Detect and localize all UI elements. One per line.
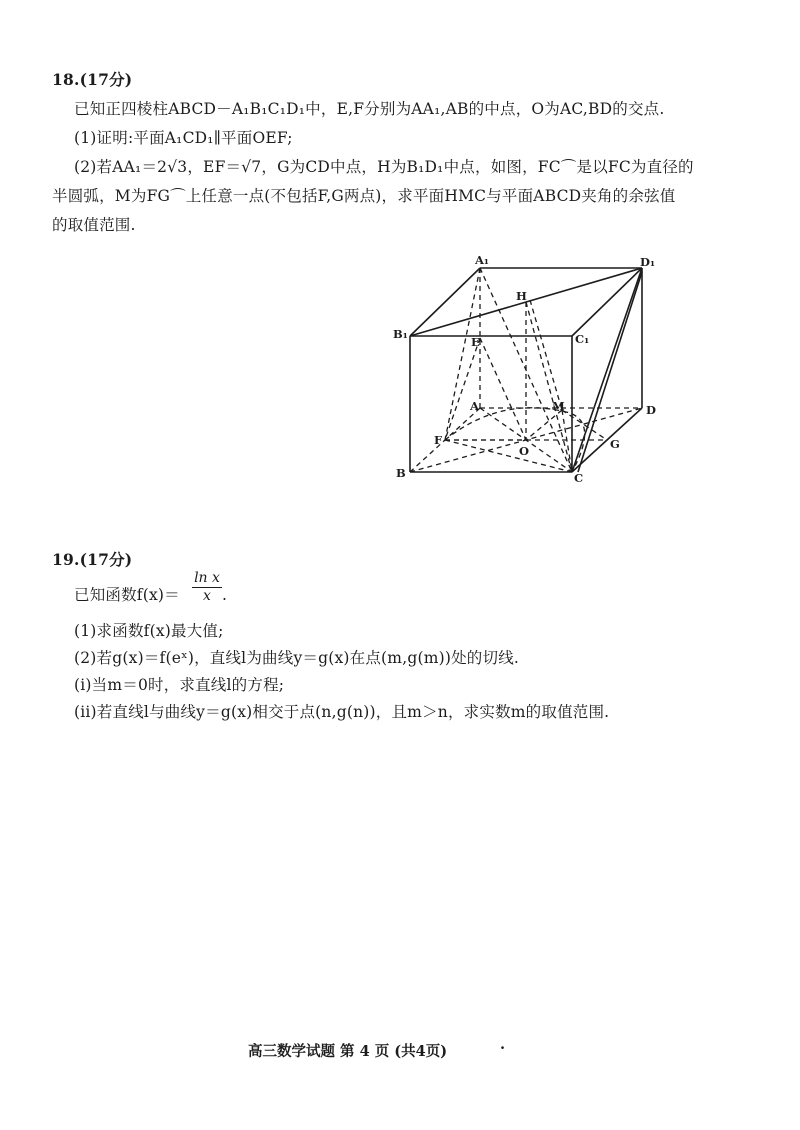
line-m-c [562,410,572,472]
line-a1-f [445,268,480,440]
label-a: A [470,399,479,413]
q19-part2-ii: (ii)若直线l与曲线y＝g(x)相交于点(n,g(n))，且m＞n，求实数m的取值范围. [74,703,610,721]
q19-part1: (1)求函数f(x)最大值; [74,622,224,640]
q19-header: 19.(17分) [52,550,133,569]
line-e-f [445,338,480,440]
label-c: C [574,471,584,485]
footer-mark: · [500,1040,506,1057]
q18-part2-line2: 半圆弧，M为FG⌒上任意一点(不包括F,G两点)，求平面HMC与平面ABCD夹角的余弦值 [52,187,676,205]
q18-part2-line3: 的取值范围. [52,216,136,234]
label-g: G [610,437,620,451]
label-e: E [471,335,480,349]
label-h: H [516,289,527,303]
fraction-lnx-over-x [192,570,222,605]
label-f: F [434,433,443,447]
label-o: O [519,444,530,458]
q19-stem-period: . [222,586,228,604]
label-m: M [552,399,565,413]
label-d1: D₁ [640,255,656,269]
label-a1: A₁ [475,253,489,267]
label-b: B [396,466,406,480]
fraction-numerator: ln x [192,570,222,588]
q19-part2-i: (i)当m＝0时，求直线l的方程; [74,676,285,694]
line-h-c [526,302,572,472]
label-d: D [646,403,656,417]
label-b1: B₁ [393,327,408,341]
line-h-m [530,300,562,410]
label-c1: C₁ [575,332,590,346]
prism-figure [0,0,800,500]
q18-part2-line1: (2)若AA₁＝2√3，EF＝√7，G为CD中点，H为B₁D₁中点，如图，FC⌒是以FC为直径的 [74,158,694,176]
q18-part1: (1)证明:平面A₁CD₁∥平面OEF; [74,129,293,147]
line-d1-c [572,268,642,472]
q18-stem: 已知正四棱柱ABCD－A₁B₁C₁D₁中，E,F分别为AA₁,AB的中点，O为AC,BD的交点. [74,100,665,118]
fraction-denominator: x [203,588,211,604]
q19-stem-prefix: 已知函数f(x)＝ [74,586,180,604]
page-footer: 高三数学试题 第 4 页 (共4页) [248,1043,448,1060]
q18-header: 18.(17分) [52,70,133,89]
q19-part2: (2)若g(x)＝f(eˣ)，直线l为曲线y＝g(x)在点(m,g(m))处的切线. [74,649,520,667]
